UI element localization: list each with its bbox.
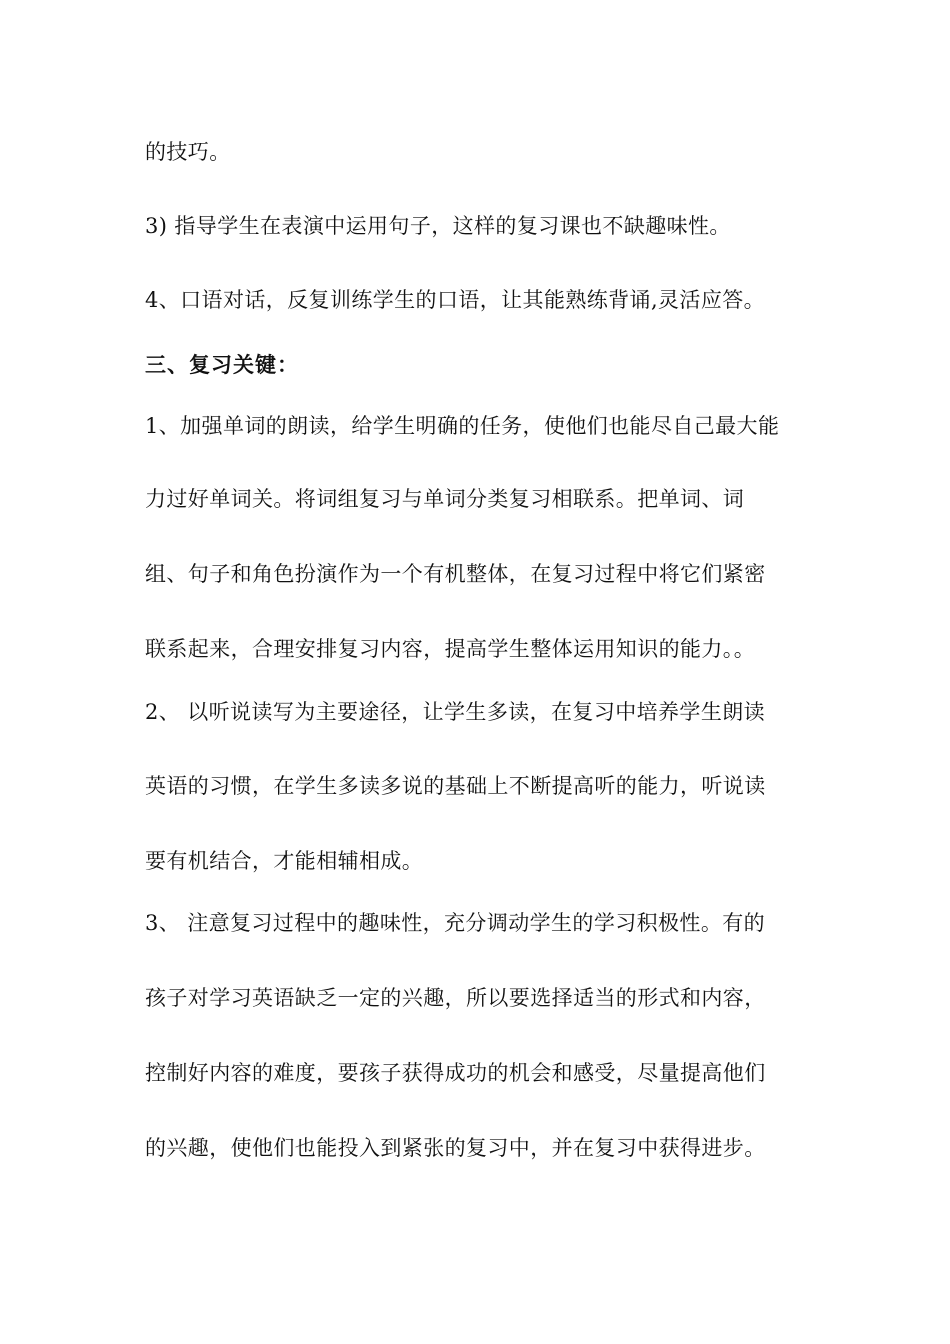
- text-line-10: 英语的习惯，在学生多读多说的基础上不断提高听的能力，听说读: [145, 774, 766, 798]
- text-line-5: 1、加强单词的朗读，给学生明确的任务，使他们也能尽自己最大能: [145, 414, 780, 438]
- text-line-8: 联系起来，合理安排复习内容，提高学生整体运用知识的能力。。: [145, 637, 756, 661]
- section-heading: 三、复习关键：: [145, 353, 299, 377]
- text-line-2: 3) 指导学生在表演中运用句子，这样的复习课也不缺趣味性。: [145, 214, 731, 238]
- text-line-1: 的技巧。: [145, 140, 231, 164]
- text-line-12: 3、 注意复习过程中的趣味性，充分调动学生的学习积极性。有的: [145, 911, 766, 935]
- text-line-13: 孩子对学习英语缺乏一定的兴趣，所以要选择适当的形式和内容，: [145, 986, 766, 1010]
- text-line-6: 力过好单词关。将词组复习与单词分类复习相联系。把单词、词: [145, 487, 745, 511]
- text-line-15: 的兴趣，使他们也能投入到紧张的复习中，并在复习中获得进步。: [145, 1136, 766, 1160]
- text-line-3: 4、口语对话，反复训练学生的口语，让其能熟练背诵,灵活应答。: [145, 288, 766, 312]
- text-line-11: 要有机结合，才能相辅相成。: [145, 849, 424, 873]
- text-line-7: 组、句子和角色扮演作为一个有机整体，在复习过程中将它们紧密: [145, 562, 766, 586]
- text-line-9: 2、 以听说读写为主要途径，让学生多读，在复习中培养学生朗读: [145, 700, 766, 724]
- text-line-14: 控制好内容的难度，要孩子获得成功的机会和感受，尽量提高他们: [145, 1061, 766, 1085]
